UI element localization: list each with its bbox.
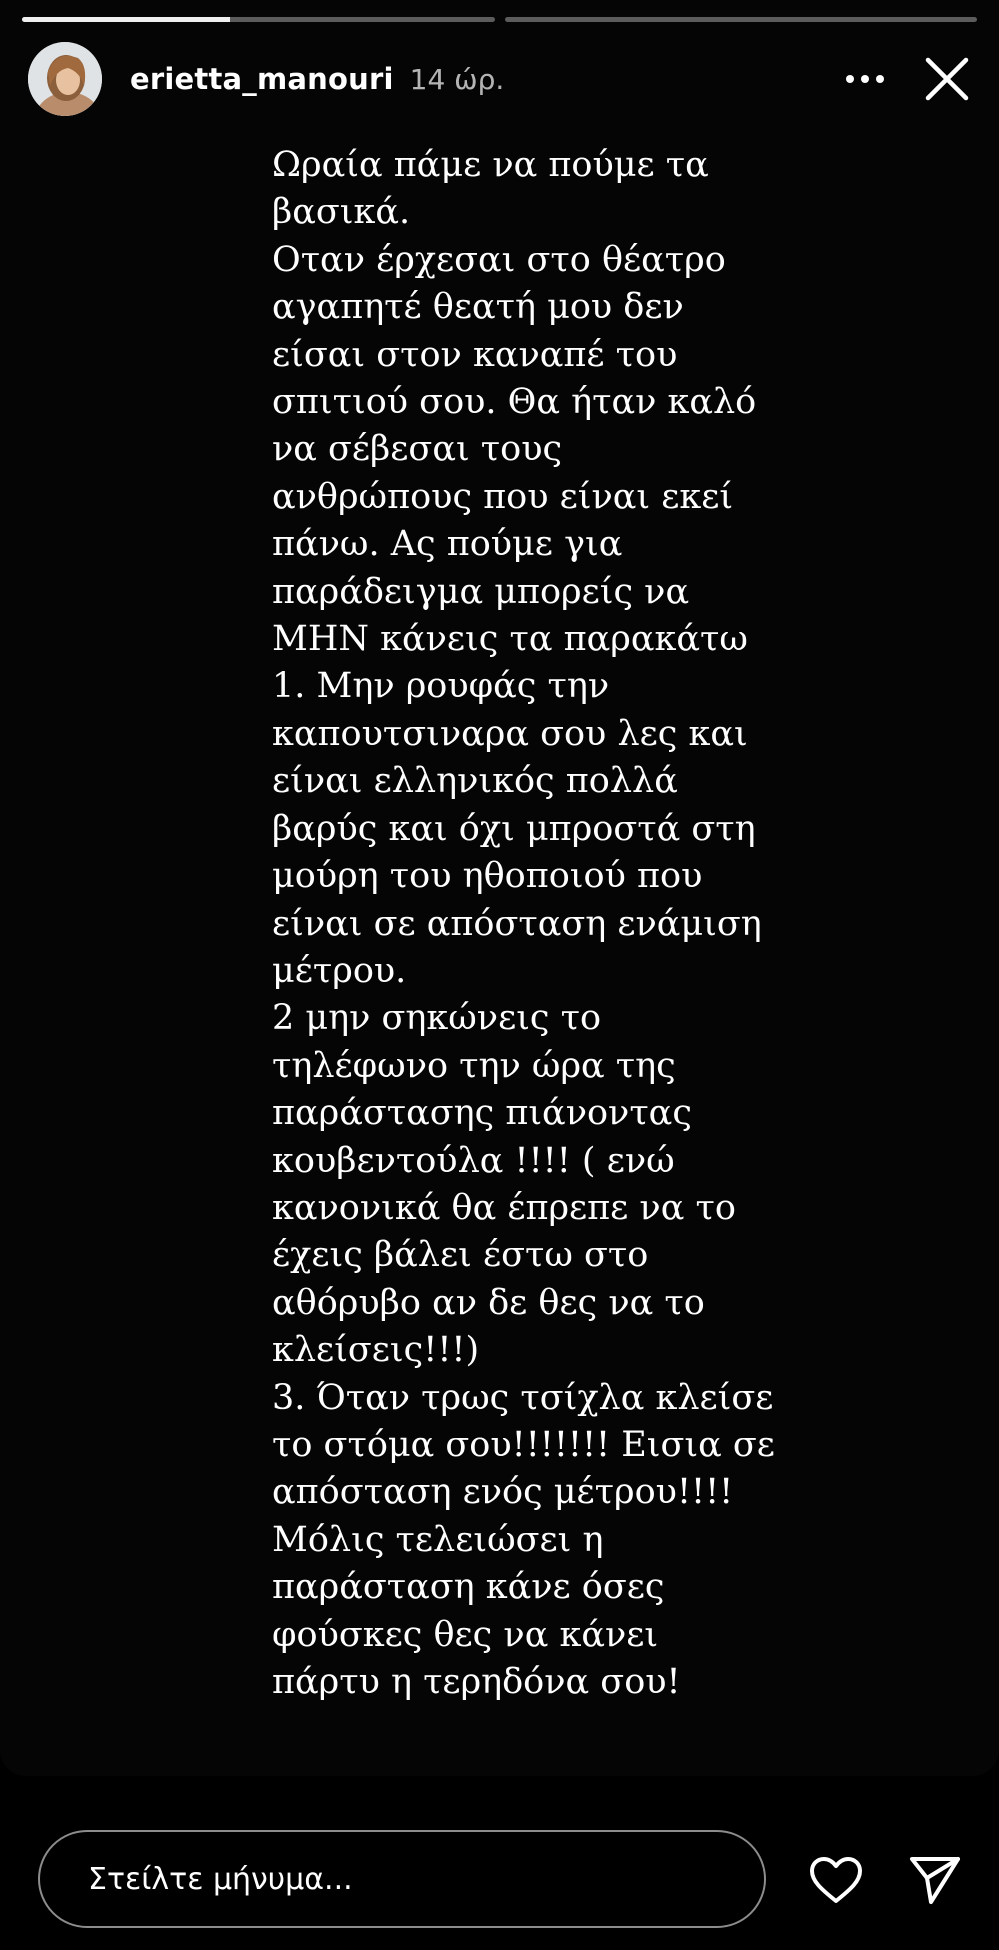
- story-header: [28, 42, 977, 116]
- more-options-button[interactable]: [835, 49, 895, 109]
- more-horizontal-icon: [845, 74, 885, 84]
- close-icon: [924, 56, 970, 102]
- profile-photo-icon: [28, 42, 102, 116]
- post-time: 14 ώρ.: [409, 62, 505, 96]
- heart-icon: [809, 1856, 863, 1904]
- send-icon: [909, 1855, 961, 1905]
- story-progress: [22, 17, 977, 22]
- progress-fill-1: [22, 17, 230, 22]
- progress-segment-1: [22, 17, 495, 22]
- progress-segment-2: [505, 17, 978, 22]
- close-button[interactable]: [917, 49, 977, 109]
- story-text: Ωραία πάμε να πούμε τα βασικά. Οταν έρχεσαι στο θέατρο αγαπητέ θεατή μου δεν είσαι στον καναπέ του σπιτιού σου. Θα ήταν καλό να σέβεσαι τους ανθρώπους που είναι εκεί πάνω. Ας πούμε για παράδειγμα μπορείς να ΜΗΝ κάνεις τα παρακάτω 1. Μην ρουφάς την καπουτσιναρα σου λες και είναι ελληνικός πολλά βαρύς και όχι μπροστά στη μούρη του ηθοποιού που είναι σε απόσταση ενάμιση μέτρου. 2 μην σηκώνεις το τηλέφωνο την ώρα της παράστασης πιάνοντας κουβεντούλα !!!! ( ενώ κανονικά θα έπρεπε να το έχεις βάλει έστω στο αθόρυβο αν δε θες να το κλείσεις!!!) 3. Όταν τρως τσίχλα κλείσε το στόμα σου!!!!!!! Εισια σε απόσταση ενός μέτρου!!!! Μόλις τελειώσει η παράσταση κάνε όσες φούσκες θες να κάνει πάρτυ η τερηδόνα σου!: [272, 145, 775, 1702]
- send-button[interactable]: [905, 1850, 965, 1910]
- avatar[interactable]: [28, 42, 102, 116]
- username[interactable]: erietta_manouri: [130, 62, 394, 96]
- like-button[interactable]: [806, 1850, 866, 1910]
- message-input[interactable]: [38, 1830, 766, 1928]
